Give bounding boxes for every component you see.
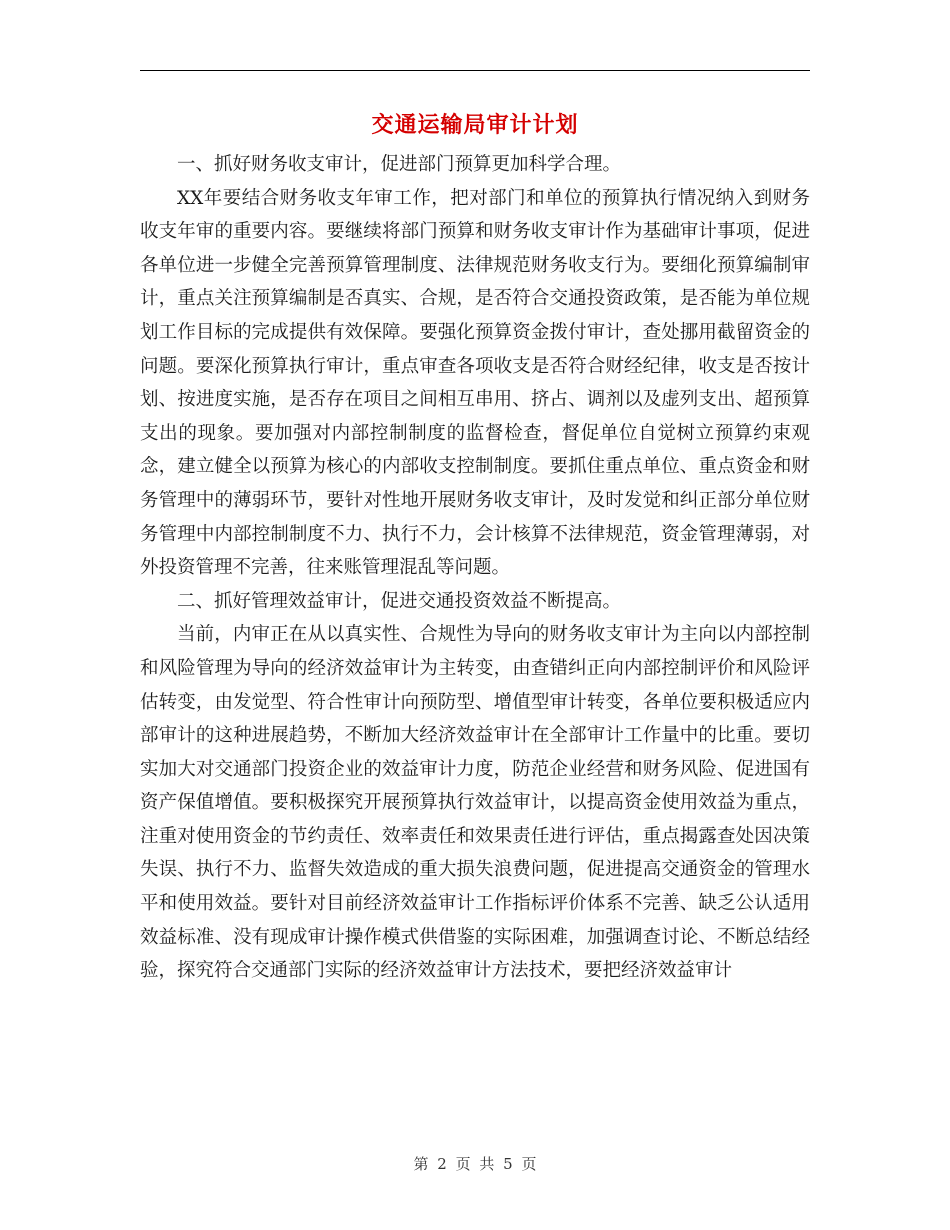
document-body bbox=[140, 148, 810, 988]
body-paragraph-1: XX年要结合财务收支年审工作，把对部门和单位的预算执行情况纳入到财务收支年审的重要内容。要继续将部门预算和财务收支审计作为基础审计事项，促进各单位进一步健全完善预算管理制度、法律规范财务收支行为。要细化预算编制审计，重点关注预算编制是否真实、合规，是否符合交通投资政策，是否能为单位规划工作目标的完成提供有效保障。要强化预算资金拨付审计，查处挪用截留资金的问题。要深化预算执行审计，重点审查各项收支是否符合财经纪律，收支是否按计划、按进度实施，是否存在项目之间相互串用、挤占、调剂以及虚列支出、超预算支出的现象。要加强对内部控制制度的监督检查，督促单位自觉树立预算约束观念，建立健全以预算为核心的内部收支控制制度。要抓住重点单位、重点资金和财务管理中的薄弱环节，要针对性地开展财务收支审计，及时发觉和纠正部分单位财务管理中内部控制制度不力、执行不力，会计核算不法律规范，资金管理薄弱，对外投资管理不完善，往来账管理混乱等问题。 bbox=[140, 187, 810, 579]
document-title: 交通运输局审计计划 bbox=[371, 112, 579, 138]
body-paragraph-2: 当前，内审正在从以真实性、合规性为导向的财务收支审计为主向以内部控制和风险管理为导向的经济效益审计为主转变，由查错纠正向内部控制评价和风险评估转变，由发觉型、符合性审计向预防型、增值型审计转变，各单位要积极适应内部审计的这种进展趋势，不断加大经济效益审计在全部审计工作量中的比重。要切实加大对交通部门投资企业的效益审计力度，防范企业经营和财务风险、促进国有资产保值增值。要积极探究开展预算执行效益审计，以提高资金使用效益为重点，注重对使用资金的节约责任、效率责任和效果责任进行评估，重点揭露查处因决策失误、执行不力、监督失效造成的重大损失浪费问题，促进提高交通资金的管理水平和使用效益。要针对目前经济效益审计工作指标评价体系不完善、缺乏公认适用效益标准、没有现成审计操作模式供借鉴的实际困难，加强调查讨论、不断总结经验，探究符合交通部门实际的经济效益审计方法技术，要把经济效益审计 bbox=[140, 624, 810, 982]
section-heading-1: 一、抓好财务收支审计，促进部门预算更加科学合理。 bbox=[177, 154, 622, 175]
header-rule bbox=[140, 70, 810, 71]
page-number-footer: 第 2 页 共 5 页 bbox=[413, 1155, 537, 1173]
section-heading-2: 二、抓好管理效益审计，促进交通投资效益不断提高。 bbox=[177, 590, 622, 612]
